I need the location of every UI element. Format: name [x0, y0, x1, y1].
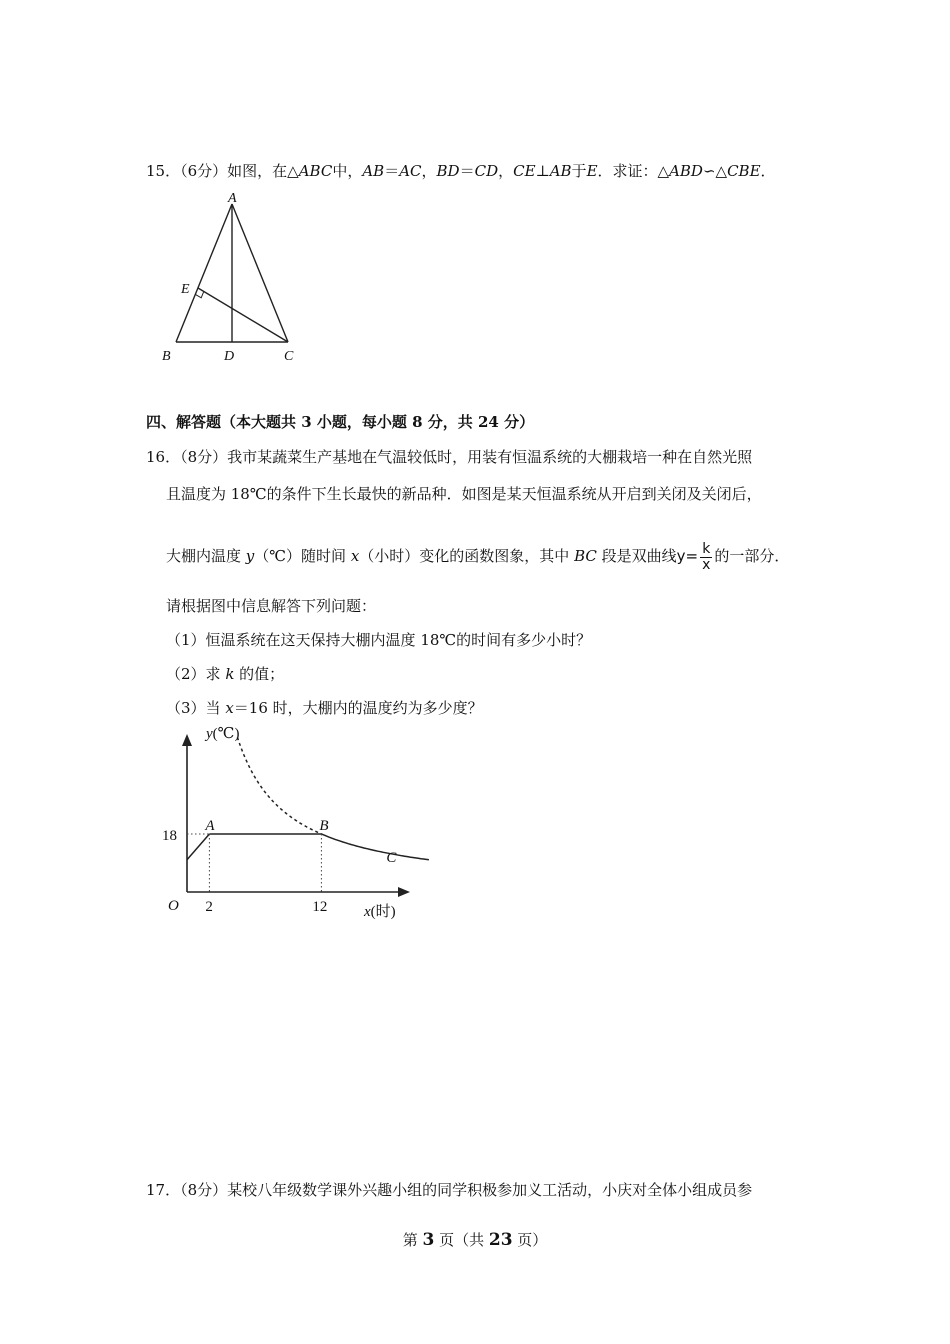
x-tick-2: 2	[205, 899, 213, 915]
q16-prompt: 请根据图中信息解答下列问题：	[166, 597, 377, 615]
label-c: C	[284, 349, 294, 364]
page-footer: 第 3 页（共 23 页）	[402, 1230, 548, 1250]
q16-sub1: （1）恒温系统在这天保持大棚内温度 18℃的时间有多少小时？	[166, 631, 592, 649]
q16-sub2: （2）求 k 的值；	[166, 665, 285, 683]
triangle-figure	[160, 190, 320, 370]
q16-line2: 且温度为 18℃的条件下生长最快的新品种．如图是某天恒温系统从开启到关闭及关闭后，	[166, 485, 762, 503]
y-axis-arrow	[182, 734, 192, 746]
segment-ac	[232, 204, 288, 342]
series-dashed-extension	[237, 737, 321, 834]
series-bc	[321, 834, 429, 860]
label-d: D	[224, 349, 235, 364]
q17-line1: 17．（8分）某校八年级数学课外兴趣小组的同学积极参加义工活动，小庆对全体小组成员参	[146, 1181, 753, 1199]
section-heading: 四、解答题（本大题共 3 小题，每小题 8 分，共 24 分）	[146, 413, 535, 431]
segment-ce	[198, 288, 288, 342]
series-oa	[187, 834, 209, 860]
y-tick-18: 18	[162, 828, 177, 844]
x-axis-label: x(时)	[364, 904, 396, 920]
point-label-c: C	[386, 849, 397, 866]
x-axis-arrow	[398, 887, 410, 897]
y-axis-label: y(℃)	[206, 726, 240, 742]
segment-ab	[176, 204, 232, 342]
fraction-k-over-x: $\frac{k}{x}$	[702, 540, 711, 573]
label-b: B	[162, 349, 171, 364]
q15-text: 15．（6分）如图，在△ABC中，AB＝AC，BD＝CD，CE⊥AB于E．求证：△ABD∽△CBE．	[146, 162, 776, 180]
q16-line3: 大棚内温度 y（℃）随时间 x（小时）变化的函数图象，其中 BC 段是双曲线y= $\frac{k}{x}$ 的一部分．	[166, 540, 790, 573]
point-label-a: A	[205, 818, 215, 834]
label-e: E	[181, 282, 190, 297]
point-label-b: B	[319, 818, 329, 834]
temperature-chart	[160, 726, 420, 926]
q16-line1: 16．（8分）我市某蔬菜生产基地在气温较低时，用装有恒温系统的大棚栽培一种在自然光照	[146, 448, 753, 466]
q16-sub3: （3）当 x＝16 时，大棚内的温度约为多少度？	[166, 699, 483, 717]
origin-label: O	[168, 898, 179, 914]
label-a: A	[228, 191, 237, 206]
x-tick-12: 12	[312, 899, 328, 915]
